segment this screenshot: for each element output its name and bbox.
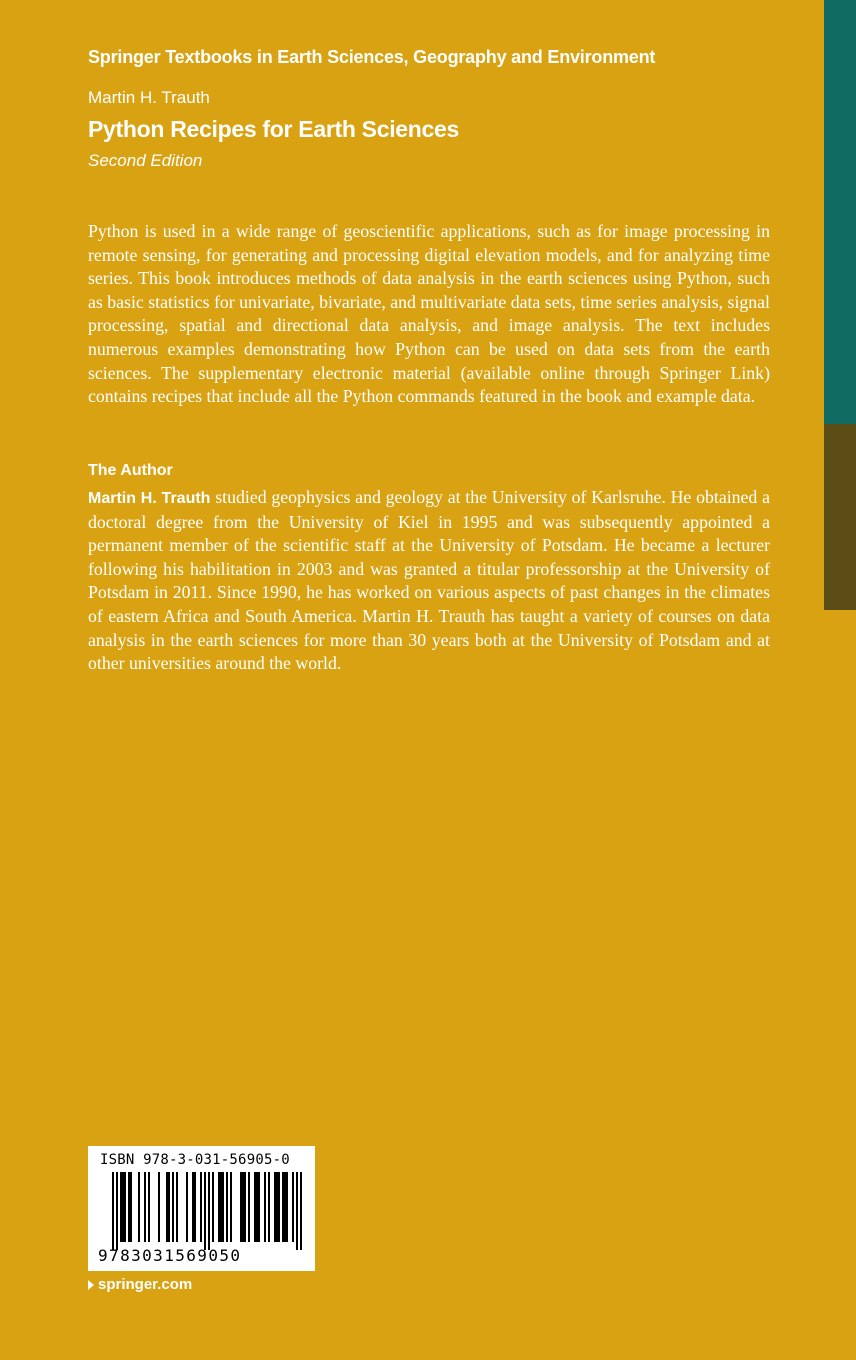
barcode-digits: 9783031569050 <box>98 1246 242 1265</box>
series-title: Springer Textbooks in Earth Sciences, Geography and Environment <box>88 47 656 67</box>
barcode-bar <box>284 1172 286 1242</box>
barcode-bar <box>116 1172 118 1250</box>
bio-text: studied geophysics and geology at the University of Karlsruhe. He obtained a doctoral degree from the University of Kiel in 1995 and was subsequently appointed a permanent member of the scientific staff at the University of Potsdam. He became a lecturer following his habilitation in 2003 and was granted a titular professorship at the University of Potsdam in 2011. Since 1990, he has worked on various aspects of past changes in the climates of eastern Africa and South America. Martin H. Trauth has taught a variety of courses on data analysis in the earth sciences for more than 30 years both at the University of Potsdam and at other universities around the world. <box>88 487 770 674</box>
barcode-bar <box>120 1172 122 1242</box>
spine-color-band-teal <box>824 0 856 424</box>
barcode-bar <box>244 1172 246 1242</box>
barcode-bar <box>192 1172 194 1242</box>
barcode-bar <box>138 1172 140 1242</box>
barcode-bar <box>128 1172 130 1242</box>
barcode-bar <box>168 1172 170 1242</box>
barcode-bar <box>166 1172 168 1242</box>
barcode-bar <box>208 1172 210 1250</box>
author-bio <box>88 486 770 676</box>
author-section-heading: The Author <box>88 462 173 479</box>
barcode-bar <box>172 1172 174 1242</box>
barcode-bar <box>222 1172 224 1242</box>
arrow-right-icon <box>88 1280 94 1290</box>
barcode-bar <box>220 1172 222 1242</box>
barcode-bar <box>194 1172 196 1242</box>
barcode-bar <box>282 1172 284 1242</box>
barcode-bar <box>200 1172 202 1242</box>
spine-color-band-olive <box>824 424 856 610</box>
barcode-bar <box>218 1172 220 1242</box>
book-title: Python Recipes for Earth Sciences <box>88 116 460 142</box>
barcode-bar <box>276 1172 278 1242</box>
barcode-bar <box>278 1172 280 1242</box>
barcode-bar <box>212 1172 214 1242</box>
barcode-bar <box>296 1172 298 1250</box>
barcode-bar <box>124 1172 126 1242</box>
barcode-bar <box>112 1172 114 1250</box>
barcode-bar <box>144 1172 146 1242</box>
barcode-bar <box>148 1172 150 1242</box>
bio-author-name: Martin H. Trauth <box>88 490 211 507</box>
isbn-label: ISBN 978-3-031-56905-0 <box>100 1152 290 1168</box>
barcode-bar <box>240 1172 242 1242</box>
edition-label: Second Edition <box>88 151 203 170</box>
barcode-bar <box>268 1172 270 1242</box>
barcode-bar <box>186 1172 188 1242</box>
spine-color-band-gold <box>824 610 856 1360</box>
barcode-bar <box>230 1172 232 1242</box>
publisher-link[interactable] <box>88 1276 192 1293</box>
barcode-bar <box>130 1172 132 1242</box>
barcode-bar <box>300 1172 302 1250</box>
barcode-bar <box>158 1172 160 1242</box>
barcode-bar <box>286 1172 288 1242</box>
book-description: Python is used in a wide range of geoscientific applications, such as for image processing in remote sensing, for generating and processing digital elevation models, and for analyzing time series. This book introduces methods of data analysis in the earth sciences using Python, such as basic statistics for univariate, bivariate, and multivariate data sets, time series analysis, signal processing, spatial and directional data analysis, and image analysis. The text includes numerous examples demonstrating how Python can be used on data sets from the earth sciences. The supplementary electronic material (available online through Springer Link) contains recipes that include all the Python commands featured in the book and example data. <box>88 221 770 407</box>
barcode-bar <box>226 1172 228 1242</box>
barcode-bar <box>242 1172 244 1242</box>
barcode-bar <box>256 1172 258 1242</box>
barcode-bar <box>176 1172 178 1242</box>
barcode-bar <box>254 1172 256 1242</box>
isbn-barcode <box>88 1146 315 1271</box>
barcode-bar <box>274 1172 276 1242</box>
barcode-bar <box>264 1172 266 1242</box>
barcode-bar <box>258 1172 260 1242</box>
author-name: Martin H. Trauth <box>88 88 210 107</box>
barcode-bar <box>292 1172 294 1242</box>
barcode-bar <box>204 1172 206 1250</box>
barcode-bar <box>248 1172 250 1242</box>
barcode-bar <box>122 1172 124 1242</box>
publisher-url: springer.com <box>98 1276 193 1293</box>
